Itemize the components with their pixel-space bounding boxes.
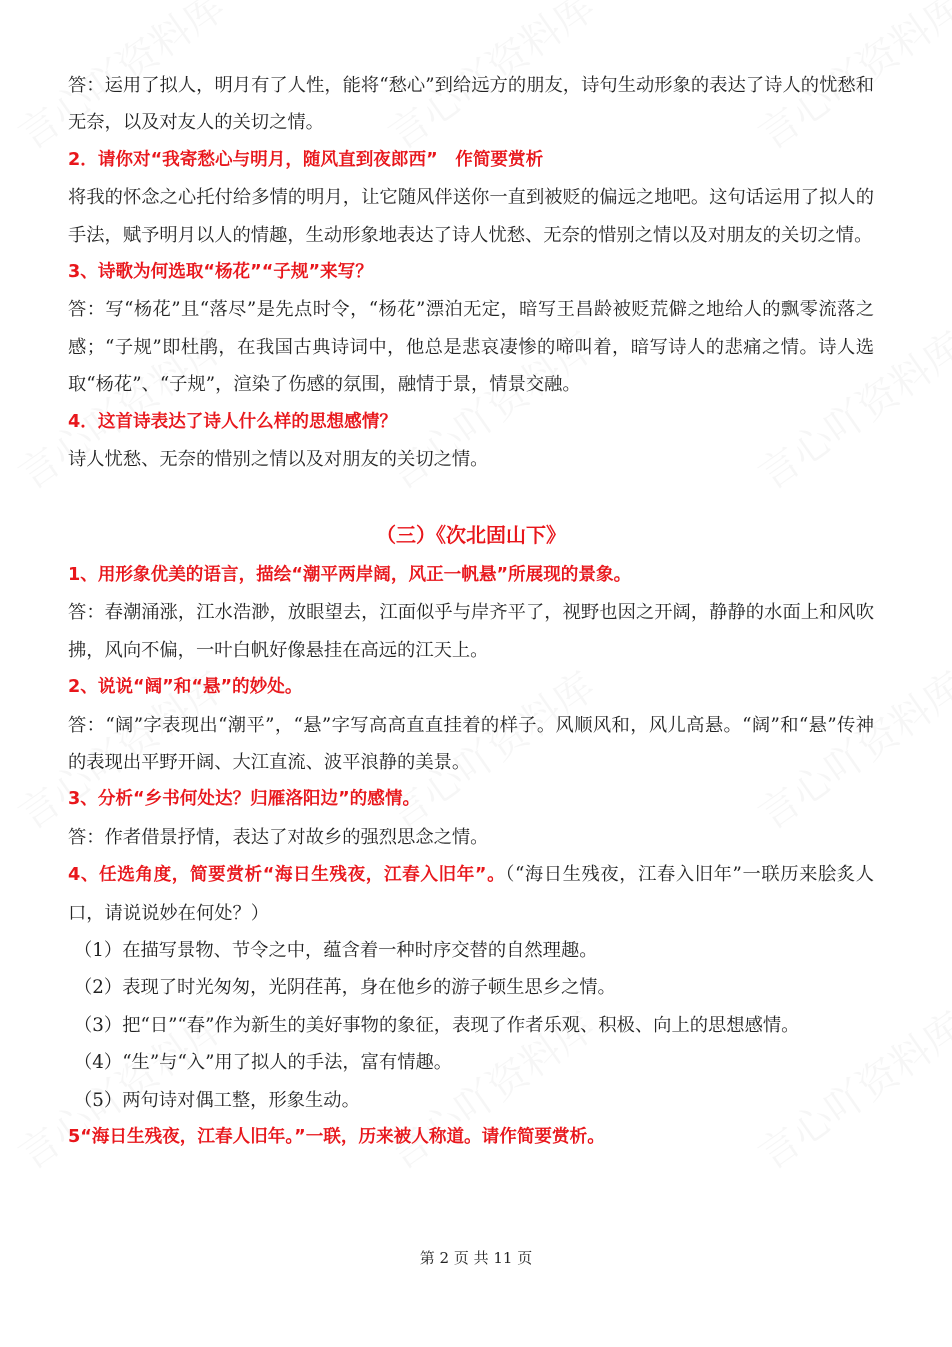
answer-item: （4）“生”与“入”用了拟人的手法，富有情趣。 — [74, 1052, 453, 1074]
answer-text: 答：运用了拟人，明月有了人性，能将“愁心”到给远方的朋友，诗句生动形象的表达了诗人的忧愁和无奈，以及对友人的关切之情。 — [68, 75, 874, 134]
question-with-note — [68, 856, 874, 932]
answer-item: （1）在描写景物、节令之中，蕴含着一种时序交替的自然理趣。 — [74, 939, 598, 961]
question-heading: 5“海日生残夜，江春人旧年。”一联，历来被人称道。请作简要赏析。 — [68, 1126, 605, 1147]
question-note: （“海日生残夜，江春入旧年”一联历来脍炙人口，请说说妙在何处？） — [68, 864, 875, 924]
question-heading: 3、分析“乡书何处达？归雁洛阳边”的感情。 — [68, 789, 421, 810]
question-heading: 3、诗歌为何选取“杨花”“子规”来写？ — [68, 262, 373, 283]
page-number: 第 2 页 共 11 页 — [419, 1249, 533, 1267]
answer-item: （5）两句诗对偶工整，形象生动。 — [74, 1089, 360, 1111]
question-heading: 4．这首诗表达了诗人什么样的思想感情？ — [68, 411, 397, 432]
question-heading: 1、用形象优美的语言，描绘“潮平两岸阔，风正一帆悬”所展现的景象。 — [68, 564, 632, 585]
document-page — [68, 67, 874, 1156]
answer-text: 答：春潮涌涨，江水浩渺，放眼望去，江面似乎与岸齐平了，视野也因之开阔，静静的水面上和风吹拂，风向不偏，一叶白帆好像悬挂在高远的江天上。 — [68, 602, 874, 661]
section-title: （三）《次北固山下》 — [376, 523, 566, 548]
answer-text: 将我的怀念之心托付给多情的明月，让它随风伴送你一直到被贬的偏远之地吧。这句话运用了拟人的手法，赋予明月以人的情趣，生动形象地表达了诗人忧愁、无奈的惜别之情以及对朋友的关切之情。 — [68, 187, 874, 246]
answer-text: 答：作者借景抒情，表达了对故乡的强烈思念之情。 — [68, 826, 489, 848]
answer-text: 答：写“杨花”且“落尽”是先点时令，“杨花”漂泊无定，暗写王昌龄被贬荒僻之地给人的飘零流落之感；“子规”即杜鹃，在我国古典诗词中，他总是悲哀凄惨的啼叫着，暗写诗人的悲痛之情。诗人选取“杨花”、“子规”，渲染了伤感的氛围，融情于景，情景交融。 — [68, 299, 874, 396]
question-heading: 2．请你对“我寄愁心与明月，随风直到夜郎西” 作简要赏析 — [68, 149, 544, 170]
answer-text: 诗人忧愁、无奈的惜别之情以及对朋友的关切之情。 — [68, 449, 489, 471]
answer-item: （3）把“日”“春”作为新生的美好事物的象征，表现了作者乐观、积极、向上的思想感情。 — [74, 1014, 800, 1036]
question-heading: 4、任选角度，简要赏析“海日生残夜，江春入旧年”。 — [68, 865, 506, 886]
answer-text: 答：“阔”字表现出“潮平”，“悬”字写高高直直挂着的样子。风顺风和，风儿高悬。“阔”和“悬”传神的表现出平野开阔、大江直流、波平浪静的美景。 — [68, 714, 874, 773]
answer-item: （2）表现了时光匆匆，光阴荏苒，身在他乡的游子顿生思乡之情。 — [74, 977, 616, 999]
question-heading: 2、说说“阔”和“悬”的妙处。 — [68, 677, 303, 698]
